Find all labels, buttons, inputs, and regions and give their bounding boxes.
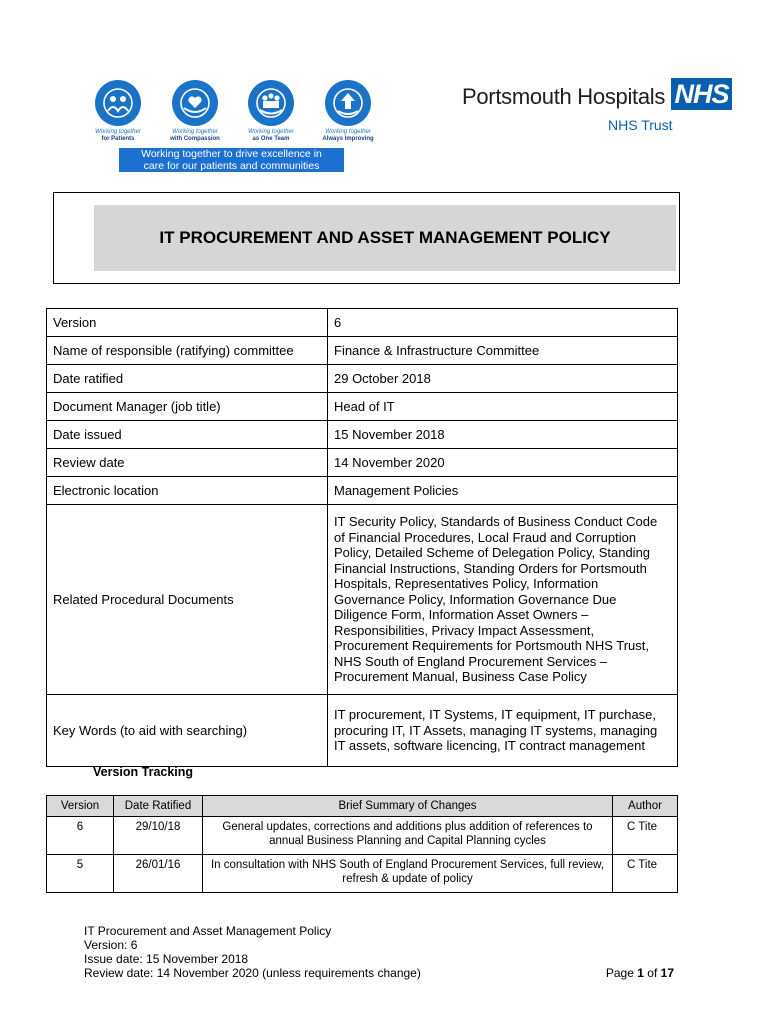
author-cell: C Tite — [613, 855, 678, 893]
date-cell: 26/01/16 — [114, 855, 203, 893]
value-caption: Working together — [248, 129, 294, 135]
title-panel — [94, 205, 676, 271]
heart-hands-icon — [172, 80, 218, 126]
patients-icon — [95, 80, 141, 126]
nhs-logo: NHS — [671, 78, 732, 110]
info-value: Management Policies — [328, 477, 678, 505]
value-caption: Working together — [325, 129, 371, 135]
page-current: 1 — [637, 966, 644, 980]
value-one-team — [243, 80, 299, 143]
value-caption: Working together — [172, 129, 218, 135]
team-icon — [248, 80, 294, 126]
info-label: Date ratified — [47, 365, 328, 393]
info-label: Document Manager (job title) — [47, 393, 328, 421]
date-cell: 29/10/18 — [114, 817, 203, 855]
value-patients — [90, 80, 146, 143]
footer-line: IT Procurement and Asset Management Policy — [84, 924, 332, 938]
author-cell: C Tite — [613, 817, 678, 855]
footer-line: Review date: 14 November 2020 (unless requirements change) — [84, 966, 421, 980]
footer-line: Version: 6 — [84, 938, 138, 952]
table-row — [47, 337, 678, 365]
banner-line: Working together to drive excellence in — [141, 148, 322, 160]
info-value: Finance & Infrastructure Committee — [328, 337, 678, 365]
info-value: Head of IT — [328, 393, 678, 421]
info-label: Review date — [47, 449, 328, 477]
title-box — [53, 192, 680, 284]
column-header: Version — [47, 796, 114, 817]
footer-line: Issue date: 15 November 2018 — [84, 952, 249, 966]
page-footer — [84, 924, 421, 980]
improving-arrow-icon — [325, 80, 371, 126]
trust-values-logos — [90, 80, 380, 146]
version-tracking-heading: Version Tracking — [93, 765, 194, 779]
table-row — [47, 505, 678, 695]
column-header: Brief Summary of Changes — [203, 796, 613, 817]
value-compassion — [167, 80, 223, 143]
org-subtitle: NHS Trust — [608, 117, 673, 133]
table-row — [47, 449, 678, 477]
banner-line: care for our patients and communities — [143, 160, 320, 172]
document-info-table — [46, 308, 678, 767]
info-value: 6 — [328, 309, 678, 337]
info-label: Related Procedural Documents — [47, 505, 328, 695]
column-header: Date Ratified — [114, 796, 203, 817]
info-label: Key Words (to aid with searching) — [47, 695, 328, 767]
info-label: Electronic location — [47, 477, 328, 505]
version-cell: 5 — [47, 855, 114, 893]
value-caption-bold: Always Improving — [322, 136, 374, 142]
info-label: Version — [47, 309, 328, 337]
table-header-row — [47, 796, 678, 817]
value-improving — [320, 80, 376, 143]
table-row — [47, 393, 678, 421]
info-value: IT Security Policy, Standards of Business Conduct Code of Financial Procedures, Local Fraud and Corruption Policy, Detailed Scheme of Delegation Policy, Standing Financial Instructions, Standing Orders for Portsmouth Hospitals, Representatives Policy, Information Governance Policy, Information Governance Due Diligence Form, Information Asset Owners – Responsibilities, Privacy Impact Assessment, Procurement Requirements for Portsmouth NHS Trust, NHS South of England Procurement Services – Procurement Manual, Business Case Policy — [328, 505, 678, 695]
value-caption-bold: with Compassion — [170, 136, 220, 142]
info-value: IT procurement, IT Systems, IT equipment, IT purchase, procuring IT, IT Assets, managing IT systems, managing IT assets, software licencing, IT contract management — [328, 695, 678, 767]
table-row — [47, 695, 678, 767]
summary-cell: General updates, corrections and additions plus addition of references to annual Business Planning and Capital Planning cycles — [203, 817, 613, 855]
page-prefix: Page — [605, 966, 634, 980]
org-name: Portsmouth Hospitals — [462, 84, 666, 109]
table-row — [47, 421, 678, 449]
value-caption-bold: as One Team — [252, 136, 290, 142]
version-cell: 6 — [47, 817, 114, 855]
document-title: IT PROCUREMENT AND ASSET MANAGEMENT POLICY — [159, 228, 611, 247]
info-label: Date issued — [47, 421, 328, 449]
table-row — [47, 309, 678, 337]
table-row — [47, 817, 678, 855]
table-row — [47, 365, 678, 393]
page-number — [606, 966, 674, 980]
page-of: of — [647, 966, 658, 980]
summary-cell: In consultation with NHS South of England Procurement Services, full review, refresh & update of policy — [203, 855, 613, 893]
column-header: Author — [613, 796, 678, 817]
table-row — [47, 477, 678, 505]
info-value: 29 October 2018 — [328, 365, 678, 393]
version-tracking-table — [46, 795, 678, 893]
values-banner — [119, 148, 344, 172]
value-caption: Working together — [95, 129, 141, 135]
info-label: Name of responsible (ratifying) committee — [47, 337, 328, 365]
info-value: 15 November 2018 — [328, 421, 678, 449]
page-total: 17 — [660, 966, 674, 980]
value-caption-bold: for Patients — [101, 136, 135, 142]
info-value: 14 November 2020 — [328, 449, 678, 477]
table-row — [47, 855, 678, 893]
